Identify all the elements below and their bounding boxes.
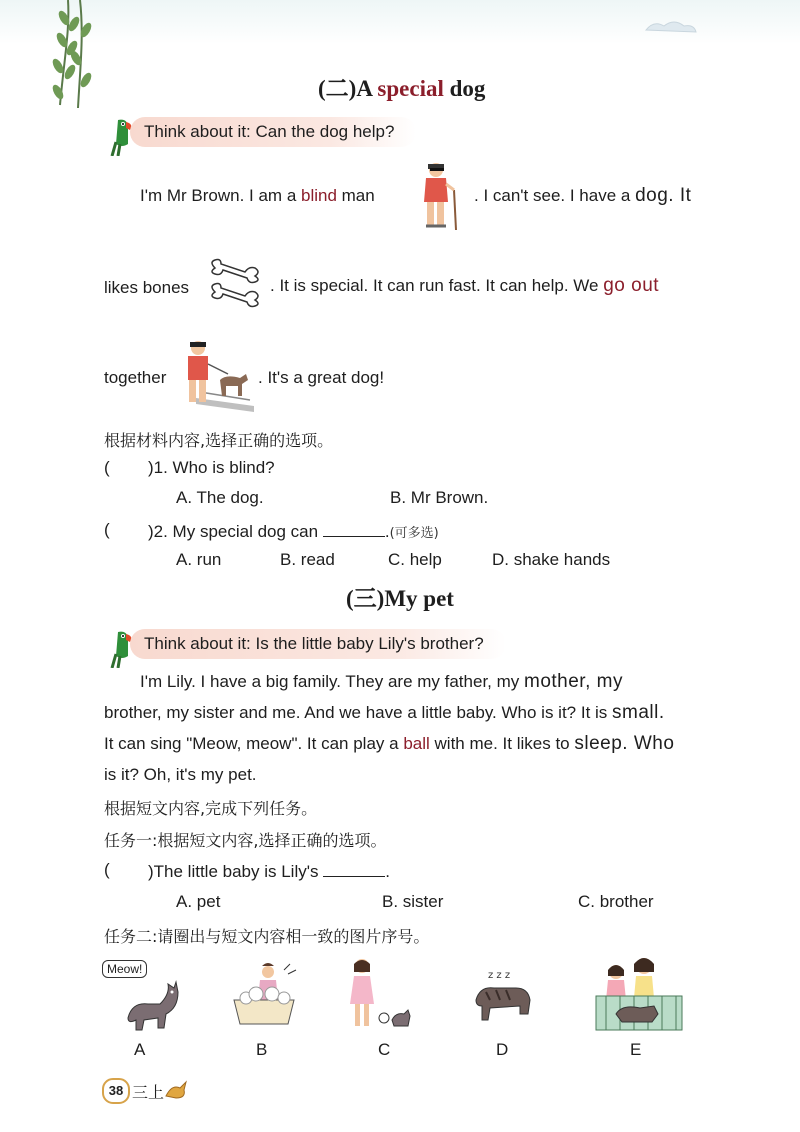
q1-paren: (: [104, 458, 110, 477]
q2-option-c[interactable]: C. help: [388, 550, 442, 569]
q2-suffix: .: [384, 522, 390, 541]
passage-line-2a: likes bones: [104, 278, 190, 297]
willow-icon: [40, 0, 120, 110]
text-large: sleep. Who: [574, 733, 675, 754]
section2-title: [318, 70, 485, 103]
picture-a[interactable]: [102, 960, 180, 1032]
picture-b[interactable]: [226, 960, 302, 1032]
q2-option-b[interactable]: B. read: [280, 550, 335, 569]
passage-line-4: is it? Oh, it's my pet.: [104, 765, 257, 784]
picture-c-label[interactable]: C: [378, 1040, 391, 1059]
prompt-text: Think about it: Can the dog help?: [130, 117, 416, 147]
text: I'm Mr Brown. I am a: [140, 186, 301, 205]
sleeping-cat-icon: [470, 966, 536, 1026]
text: . I can't see. I have a: [474, 186, 636, 205]
prompt-text: Think about it: Is the little baby Lily's brother?: [130, 629, 506, 659]
section3-passage: [104, 666, 736, 790]
girls-with-cat-cage-icon: [592, 952, 684, 1034]
picture-e-label[interactable]: E: [630, 1040, 642, 1059]
q2-option-a[interactable]: A. run: [176, 550, 222, 569]
q2-option-d[interactable]: D. shake hands: [492, 550, 611, 569]
s3-q1-text: )The little baby is Lily's: [148, 862, 319, 881]
title-accent-word: special: [377, 76, 444, 101]
title-prefix: (二)A: [318, 76, 378, 101]
picture-a-label[interactable]: A: [134, 1040, 146, 1059]
bone-icon: [205, 258, 267, 308]
highlight-ball: ball: [403, 734, 430, 753]
text-large: dog. It: [635, 185, 692, 206]
text-large: small.: [612, 702, 665, 723]
meow-speech-bubble: Meow!: [102, 960, 147, 978]
s3-q1-option-b[interactable]: B. sister: [382, 892, 444, 911]
passage-line-1b: [474, 184, 691, 208]
s3-q1-paren: (: [104, 860, 110, 879]
section3-prompt: [104, 626, 544, 662]
q2-text-row: [148, 518, 439, 546]
section3-title: [346, 580, 454, 613]
meowing-cat-icon: [118, 974, 180, 1032]
svg-text:z z z: z z z: [488, 970, 511, 981]
q1-option-b[interactable]: B. Mr Brown.: [390, 488, 489, 507]
s3-q1-suffix: .: [385, 862, 390, 881]
section2-instruction: 根据材料内容,选择正确的选项。: [104, 431, 334, 450]
s3-q1-option-a[interactable]: A. pet: [176, 892, 221, 911]
picture-e[interactable]: [592, 952, 684, 1034]
passage-line-3a: together: [104, 368, 167, 387]
passage-line-3: [104, 728, 736, 759]
text: It can sing "Meow, meow". It can play a: [104, 734, 404, 753]
bath-tub-icon: [226, 960, 302, 1032]
section3-instruction: 根据短文内容,完成下列任务。: [104, 799, 318, 818]
girl-cat-ball-icon: [346, 956, 416, 1032]
title-prefix: (三): [346, 586, 385, 611]
title-main: My pet: [384, 586, 454, 611]
q2-paren: (: [104, 520, 110, 539]
q1-option-a[interactable]: A. The dog.: [176, 488, 264, 507]
title-suffix: dog: [443, 76, 486, 101]
passage-line-2: [104, 697, 736, 728]
q2-multi-select-note: (可多选): [389, 526, 439, 541]
s3-q1-text-row: [148, 858, 390, 884]
passage-line-1: [104, 666, 736, 697]
passage-line-2b: [270, 274, 659, 298]
man-walking-dog-icon: [176, 334, 256, 414]
task1-instruction: 任务一:根据短文内容,选择正确的选项。: [104, 831, 387, 850]
passage-line-3b: . It's a great dog!: [258, 368, 385, 387]
text-large: mother, my: [524, 671, 623, 692]
s3-q1-answer-blank[interactable]: [323, 858, 385, 877]
cloud-icon: [640, 14, 700, 38]
highlight-blind: blind: [301, 186, 337, 205]
passage-line-1a: [140, 184, 375, 208]
blind-man-icon: [418, 160, 464, 232]
s3-q1-option-c[interactable]: C. brother: [578, 892, 654, 911]
picture-c[interactable]: [346, 956, 416, 1032]
q1-text: )1. Who is blind?: [148, 458, 275, 477]
picture-d-label[interactable]: D: [496, 1040, 509, 1059]
page-footer: [102, 1078, 192, 1102]
section2-prompt: [104, 114, 444, 150]
text: man: [336, 186, 375, 205]
q2-text: )2. My special dog can: [148, 522, 319, 541]
page-number: 38: [102, 1078, 130, 1104]
text: . It is special. It can run fast. It can help. We: [270, 276, 604, 295]
q2-answer-blank[interactable]: [323, 518, 385, 537]
grade-label: 三上: [132, 1083, 165, 1102]
picture-d[interactable]: [470, 966, 536, 1026]
highlight-go-out: go out: [603, 275, 660, 296]
text: with me. It likes to: [429, 734, 575, 753]
picture-b-label[interactable]: B: [256, 1040, 268, 1059]
text: I'm Lily. I have a big family. They are my father, my: [140, 672, 524, 691]
task2-instruction: 任务二:请圈出与短文内容相一致的图片序号。: [104, 927, 430, 946]
text: brother, my sister and me. And we have a little baby. Who is it? It is: [104, 703, 613, 722]
bird-icon: [164, 1080, 190, 1100]
